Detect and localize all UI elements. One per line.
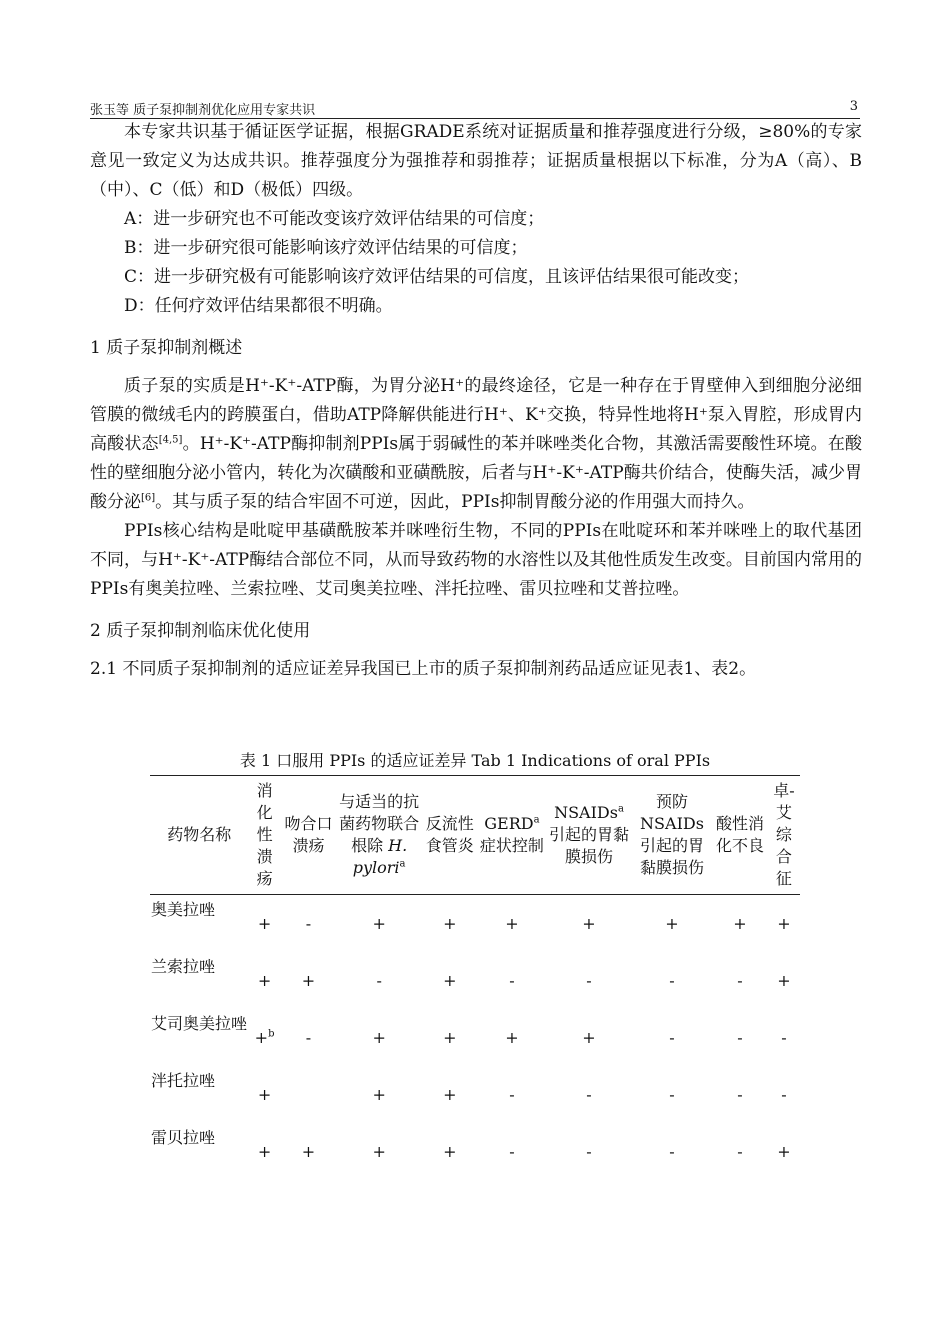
drug-name: 泮托拉唑 — [151, 1071, 216, 1090]
criterion-a: A：进一步研究也不可能改变该疗效评估结果的可信度； — [124, 209, 545, 229]
cell-nsaid: - — [586, 1141, 592, 1161]
cell-stomatitis: + — [301, 970, 316, 990]
citation-4-5: [4,5] — [158, 434, 183, 446]
cell-dyspepsia: - — [737, 1141, 743, 1161]
th-nsaid-text: NSAIDs — [554, 803, 618, 822]
drug-name: 雷贝拉唑 — [151, 1128, 216, 1147]
pp-text-3: 。其与质子泵的结合牢固不可逆，因此，PPIs抑制胃酸分泌的作用强大而持久。 — [155, 492, 755, 512]
th-dyspepsia: 酸性消化不良 — [715, 814, 764, 855]
cell-value: + — [257, 1141, 272, 1161]
cell-nsaid: - — [586, 970, 592, 990]
cell-hp: + — [372, 913, 386, 933]
cell-ulcer — [249, 1066, 281, 1123]
cell-ulcer — [249, 952, 281, 1009]
cell-prevent: + — [665, 913, 679, 933]
th-gerd-tail: 症状控制 — [479, 836, 544, 855]
cell-hp: + — [372, 1141, 386, 1161]
th-hp-text: 与适当的抗菌药物联合根除 — [339, 792, 420, 855]
cell-gerd: - — [509, 970, 515, 990]
cell-reflux: + — [443, 1027, 457, 1047]
cell-value: + — [257, 970, 272, 990]
criterion-b: B：进一步研究很可能影响该疗效评估结果的可信度； — [124, 238, 528, 258]
cell-prevent: - — [669, 1084, 675, 1104]
cell-reflux: + — [443, 970, 457, 990]
cell-stomatitis: - — [305, 1027, 312, 1047]
cell-hp: + — [372, 1084, 386, 1104]
cell-reflux: + — [443, 1084, 457, 1104]
criterion-c: C：进一步研究极有可能影响该疗效评估结果的可信度，且该评估结果很可能改变； — [124, 267, 750, 287]
article-body — [90, 118, 862, 684]
cell-ulcer — [249, 895, 281, 953]
th-hp-sup: a — [399, 858, 406, 870]
cell-ze: - — [781, 1027, 787, 1047]
table-row — [150, 952, 800, 1009]
paragraph-grade: 本专家共识基于循证医学证据，根据GRADE系统对证据质量和推荐强度进行分级，≥80%的专家意见一致定义为达成共识。推荐强度分为强推荐和弱推荐；证据质量根据以下标准，分为A（高）、B（中）、C（低）和D（极低）四级。 — [90, 122, 862, 200]
cell-prevent: - — [669, 970, 675, 990]
criterion-d: D：任何疗效评估结果都很不明确。 — [124, 296, 393, 316]
cell-value: + — [254, 1027, 269, 1047]
drug-name: 奥美拉唑 — [151, 900, 216, 919]
table-caption: 表 1 口服用 PPIs 的适应证差异 Tab 1 Indications of oral PPIs — [239, 751, 711, 770]
paragraph-ppi-structure: PPIs核心结构是吡啶甲基磺酰胺苯并咪唑衍生物，不同的PPIs在吡啶环和苯并咪唑上的取代基团不同，与H⁺-K⁺-ATP酶结合部位不同，从而导致药物的水溶性以及其他性质发生改变。目前国内常用的PPIs有奥美拉唑、兰索拉唑、艾司奥美拉唑、泮托拉唑、雷贝拉唑和艾普拉唑。 — [90, 521, 862, 599]
th-gerd-text: GERD — [484, 814, 534, 833]
th-gerd — [478, 776, 547, 895]
cell-nsaid: - — [586, 1084, 592, 1104]
cell-prevent: - — [669, 1027, 675, 1047]
cell-ze: + — [777, 913, 791, 933]
cell-ze: - — [781, 1084, 787, 1104]
paragraph-indications: 2.1 不同质子泵抑制剂的适应证差异我国已上市的质子泵抑制剂药品适应证见表1、表2。 — [90, 659, 757, 679]
cell-sup: b — [268, 1028, 275, 1040]
indications-table — [150, 775, 800, 1180]
th-ze: 卓-艾综合征 — [773, 781, 795, 888]
cell-gerd: + — [505, 913, 519, 933]
cell-ulcer — [249, 1123, 281, 1180]
cell-gerd: - — [509, 1141, 515, 1161]
table-row — [150, 1009, 800, 1066]
page-number: 3 — [849, 99, 858, 114]
cell-stomatitis: - — [305, 913, 312, 933]
th-prevent: 预防NSAIDs引起的胃黏膜损伤 — [639, 792, 704, 877]
table-row — [150, 895, 800, 953]
cell-nsaid: + — [582, 913, 596, 933]
cell-dyspepsia: - — [737, 1084, 743, 1104]
cell-prevent: - — [669, 1141, 675, 1161]
cell-reflux: + — [443, 1141, 457, 1161]
running-header — [90, 96, 860, 119]
cell-value: + — [257, 1084, 272, 1104]
paragraph-proton-pump — [90, 372, 862, 517]
th-ulcer: 消化性溃疡 — [256, 781, 273, 888]
th-gerd-sup: a — [533, 814, 540, 826]
drug-name: 艾司奥美拉唑 — [151, 1014, 248, 1033]
cell-dyspepsia: - — [737, 970, 743, 990]
cell-stomatitis: + — [301, 1141, 316, 1161]
cell-hp: - — [376, 970, 382, 990]
drug-name: 兰索拉唑 — [151, 957, 216, 976]
cell-ze: + — [777, 1141, 791, 1161]
citation-6: [6] — [141, 492, 156, 504]
section-heading-2: 2 质子泵抑制剂临床优化使用 — [90, 621, 311, 641]
cell-ulcer — [249, 1009, 281, 1066]
table-header-row — [150, 776, 800, 895]
section-heading-1: 1 质子泵抑制剂概述 — [90, 338, 243, 358]
cell-ze: + — [777, 970, 791, 990]
th-nsaid-tail: 引起的胃黏膜损伤 — [548, 825, 629, 866]
pp-text-2: 。H⁺-K⁺-ATP酶抑制剂PPIs属于弱碱性的苯并咪唑类化合物，其激活需要酸性环境。在酸性的壁细胞分泌小管内，转化为次磺酸和亚磺酰胺，后者与H⁺-K⁺-ATP酶共价结合，使酶失活，减少胃酸分泌 — [90, 434, 863, 512]
cell-reflux: + — [443, 913, 457, 933]
table-row — [150, 1066, 800, 1123]
cell-gerd: + — [505, 1027, 519, 1047]
running-header-title: 张玉等 质子泵抑制剂优化应用专家共识 — [90, 103, 316, 118]
th-stomatitis: 吻合口溃疡 — [284, 814, 333, 855]
th-hp — [336, 776, 422, 895]
table-row — [150, 1123, 800, 1180]
th-hp-ital: H. pylori — [352, 836, 408, 877]
pp-text-1: 质子泵的实质是H⁺-K⁺-ATP酶，为胃分泌H⁺的最终途径，它是一种存在于胃壁伸入到细胞分泌细管膜的微绒毛内的跨膜蛋白，借助ATP降解供能进行H⁺、K⁺交换，特异性地将H⁺泵入胃腔，形成胃内高酸状态 — [90, 376, 862, 454]
th-drug: 药物名称 — [167, 825, 232, 844]
th-nsaid — [546, 776, 632, 895]
cell-dyspepsia: + — [733, 913, 747, 933]
cell-gerd: - — [509, 1084, 515, 1104]
cell-value: + — [257, 913, 272, 933]
th-nsaid-sup: a — [617, 803, 624, 815]
cell-stomatitis — [281, 1066, 337, 1123]
cell-hp: + — [372, 1027, 386, 1047]
th-reflux: 反流性食管炎 — [425, 814, 474, 855]
cell-dyspepsia: - — [737, 1027, 743, 1047]
cell-nsaid: + — [582, 1027, 596, 1047]
